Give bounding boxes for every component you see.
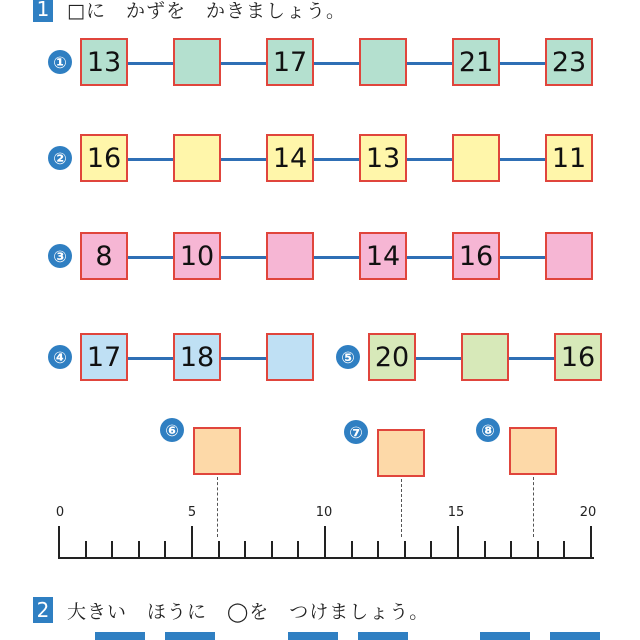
number-cell: 18 <box>173 333 221 381</box>
pointer-dash <box>533 477 534 537</box>
number-line-tick <box>58 526 60 558</box>
number-line-tick <box>457 526 459 558</box>
number-cell: 10 <box>173 232 221 280</box>
number-line-tick <box>377 541 379 558</box>
sequence-row-4 <box>0 333 330 385</box>
question-marker: ⑧ <box>476 418 500 442</box>
number-line-tick <box>244 541 246 558</box>
row-marker: ⑤ <box>336 345 360 369</box>
section-number-badge: 2 <box>33 597 53 623</box>
number-cell: 14 <box>359 232 407 280</box>
blank-cell[interactable] <box>452 134 500 182</box>
compare-box <box>95 632 145 640</box>
section-number-badge: 1 <box>33 0 53 22</box>
sequence-row-1 <box>0 38 640 90</box>
number-cell: 20 <box>368 333 416 381</box>
number-line-tick <box>111 541 113 558</box>
number-cell: 13 <box>359 134 407 182</box>
section1-header <box>0 0 346 24</box>
compare-box <box>550 632 600 640</box>
number-line-tick <box>191 526 193 558</box>
number-line-tick <box>218 541 220 558</box>
number-cell: 23 <box>545 38 593 86</box>
number-cell: 17 <box>266 38 314 86</box>
tick-label: 20 <box>579 505 597 520</box>
answer-box[interactable] <box>377 429 425 477</box>
tick-label: 5 <box>187 505 197 520</box>
number-cell: 8 <box>80 232 128 280</box>
tick-label: 0 <box>55 505 65 520</box>
compare-box <box>288 632 338 640</box>
question-marker: ⑥ <box>160 418 184 442</box>
number-cell: 13 <box>80 38 128 86</box>
number-line-tick <box>297 541 299 558</box>
answer-box[interactable] <box>509 427 557 475</box>
row-marker: ④ <box>48 345 72 369</box>
compare-box <box>358 632 408 640</box>
row-marker: ① <box>48 50 72 74</box>
sequence-row-5 <box>330 333 640 385</box>
number-line-tick <box>590 526 592 558</box>
question-marker: ⑦ <box>344 420 368 444</box>
number-cell: 17 <box>80 333 128 381</box>
number-cell: 16 <box>80 134 128 182</box>
number-cell: 21 <box>452 38 500 86</box>
blank-cell[interactable] <box>173 38 221 86</box>
pointer-dash <box>217 477 218 537</box>
number-line-tick <box>164 541 166 558</box>
section-instruction: 大きい ほうに ◯を つけましょう。 <box>67 600 430 623</box>
compare-box <box>480 632 530 640</box>
number-line-tick <box>271 541 273 558</box>
number-line-tick <box>85 541 87 558</box>
number-line-tick <box>430 541 432 558</box>
blank-cell[interactable] <box>266 333 314 381</box>
number-cell: 16 <box>452 232 500 280</box>
number-cell: 14 <box>266 134 314 182</box>
number-line-tick <box>484 541 486 558</box>
blank-cell[interactable] <box>359 38 407 86</box>
number-line-tick <box>537 541 539 558</box>
number-line-tick <box>324 526 326 558</box>
answer-box[interactable] <box>193 427 241 475</box>
number-line-tick <box>563 541 565 558</box>
number-cell: 11 <box>545 134 593 182</box>
compare-box <box>165 632 215 640</box>
row-marker: ② <box>48 146 72 170</box>
number-line-tick <box>138 541 140 558</box>
section-instruction: □に かずを かきましょう。 <box>67 0 346 22</box>
blank-cell[interactable] <box>545 232 593 280</box>
row-marker: ③ <box>48 244 72 268</box>
number-line-tick <box>510 541 512 558</box>
pointer-dash <box>401 479 402 537</box>
blank-cell[interactable] <box>461 333 509 381</box>
blank-cell[interactable] <box>173 134 221 182</box>
number-line-tick <box>351 541 353 558</box>
number-cell: 16 <box>554 333 602 381</box>
section2-header <box>0 595 429 625</box>
tick-label: 15 <box>447 505 465 520</box>
tick-label: 10 <box>315 505 333 520</box>
blank-cell[interactable] <box>266 232 314 280</box>
number-line-tick <box>404 541 406 558</box>
sequence-row-3 <box>0 232 640 284</box>
sequence-row-2 <box>0 134 640 186</box>
